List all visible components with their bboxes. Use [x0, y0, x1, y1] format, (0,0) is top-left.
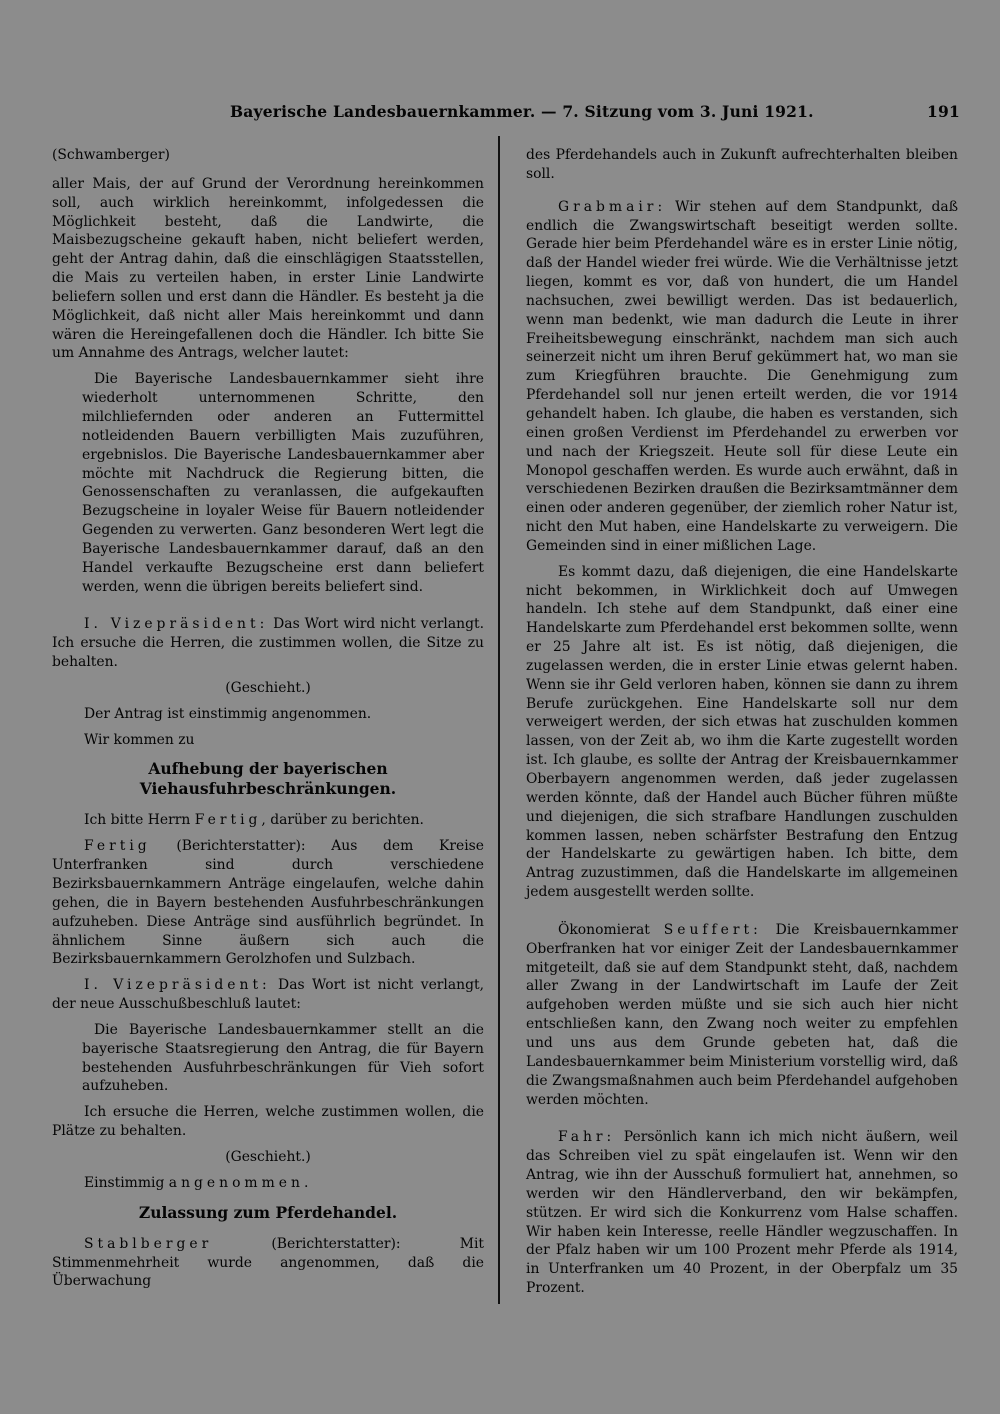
paragraph [52, 811, 484, 830]
paragraph: Wir kommen zu [84, 731, 195, 748]
paragraph: Ich ersuche die Herren, welche zustimmen wollen, die Plätze zu behalten. [52, 1104, 484, 1140]
paragraph [52, 615, 484, 672]
speech-text: Wir stehen auf dem Standpunkt, daß endlich die Zwangswirtschaft beseitigt werden sollte. Gerade hier beim Pferdehandel wäre es in erster Linie nötig, daß der Handel wieder frei würde. Wie die Verhältnisse jetzt liegen, kommt es vor, daß von hundert, die um Handel nachsuchen, zwei bewilligt werden. Das ist bedauerlich, wenn man bedenkt, wie man dadurch die Leute in ihrer Freiheitsbewegung einschränkt, nachdem man sich auch seinerzeit nicht um ihren Beruf gekümmert hat, wo man sie zum Kriegführen brauchte. Die Genehmigung zum Pferdehandel soll nur jenen erteilt werden, die vor 1914 gehandelt haben. Ich glaube, die haben es verstanden, sich einen großen Verdienst im Pferdehandel zu erwerben vor und nach der Kriegszeit. Heute soll für diese Leute ein Monopol geschaffen werden. Es wurde auch erwähnt, daß in verschiedenen Bezirken draußen die Bezirksamtmänner dem einen oder anderen gegenüber, der ziemlich roher Natur ist, nicht den Mut haben, eine Handelskarte zu verweigern. Die Gemeinden sind in einer mißlichen Lage. [526, 198, 958, 554]
motion-quote: Die Bayerische Landesbauernkammer sieht ihre wiederholt unternommenen Schritte, den milchliefernden oder anderen an Futtermittel notleidenden Bauern verbilligten Mais zuzuführen, ergebnislos. Die Bayerische Landesbauernkammer aber möchte mit Nachdruck die Regierung bitten, die Genossenschaften zu veranlassen, die aufgekauften Bezugscheine in loyaler Weise für Bauern notleidender Gegenden zu verwerten. Ganz besonderen Wert legt die Bayerische Landesbauernkammer darauf, daß an den Handel verkaufte Bezugscheine erst dann beliefert werden, wenn die übrigen bereits beliefert sind. [82, 371, 484, 595]
column-divider [498, 136, 500, 1304]
paragraph [526, 198, 958, 556]
paragraph [526, 1128, 958, 1298]
running-header [60, 102, 960, 126]
speech-text: (Berichterstatter): Aus dem Kreise Unterfranken sind durch verschiedene Bezirksbauernkammern Anträge eingelaufen, welche dahin gehen, die in Bayern bestehenden Ausfuhrbeschränkungen aufzuheben. Diese Anträge sind ausführlich begründet. In ähnlichem Sinne äußern sich auch die Bezirksbauernkammern Gerolzhofen und Sulzbach. [52, 838, 484, 968]
right-column [526, 146, 958, 1305]
stage-direction: (Geschieht.) [225, 1148, 311, 1165]
speaker-name: I. Vizepräsident: [84, 977, 271, 994]
speech-text: Das Wort wird nicht verlangt. Ich ersuche die Herren, die zustimmen wollen, die Sitze zu behalten. [52, 616, 484, 671]
speaker-name: Seuffert: [663, 921, 762, 938]
paragraph: aller Mais, der auf Grund der Verordnung hereinkommen soll, auch wirklich hereinkommt, infolgedessen die Möglichkeit besteht, daß die Landwirte, die Maisbezugscheine gekauft haben, nicht beliefert werden, geht der Antrag dahin, daß die einschlägigen Staatsstellen, die Mais zu verteilen haben, in erster Linie Landwirte beliefern sollen und erst dann die Händler. Es besteht ja die Möglichkeit, daß nicht aller Mais hereinkommt und dann wären die Hereingefallenen doch die Händler. Ich bitte Sie um Annahme des Antrags, welcher lautet: [52, 175, 484, 362]
speaker-name: Fahr: [558, 1129, 616, 1146]
paragraph [526, 921, 958, 1109]
stage-direction: (Geschieht.) [225, 679, 311, 696]
paragraph: Der Antrag ist einstimmig angenommen. [84, 705, 372, 722]
spaced-word: angenommen. [168, 1174, 313, 1191]
speaker-name: Fertig [194, 812, 262, 829]
page-number: 191 [927, 102, 960, 121]
paragraph [52, 837, 484, 969]
section-heading: Aufhebung der bayerischen Viehausfuhrbeschränkungen. [139, 759, 397, 799]
speaker-tag: (Schwamberger) [52, 147, 170, 163]
text-fragment: Einstimmig [84, 1174, 169, 1191]
section-heading: Zulassung zum Pferdehandel. [138, 1202, 398, 1222]
speaker-name: Stablberger [84, 1235, 213, 1252]
speech-text: Persönlich kann ich mich nicht äußern, weil das Schreiben viel zu spät eingelaufen ist. Wenn wir den Antrag, wie ihn der Ausschuß formuliert hat, annehmen, so werden wir den Händlerverband, den wir bekämpfen, stützen. Er wird sich die Konkurrenz vom Halse schaffen. Wir haben kein Interesse, reelle Händler wegzuschaffen. In der Pfalz haben wir um 100 Prozent mehr Pferde als 1914, in Unterfranken um 40 Prozent, in der Oberpfalz um 35 Prozent. [526, 1129, 958, 1297]
speaker-title: Ökonomierat [558, 921, 664, 938]
paragraph [52, 976, 484, 1014]
paragraph [52, 1174, 484, 1193]
speech-text: Die Kreisbauernkammer Oberfranken hat vor einiger Zeit der Landesbauernkammer mitgeteilt, daß sie auf dem Standpunkt steht, daß, nachdem aller Zwang in der Landwirtschaft im Laufe der Zeit aufgehoben werden müßte und sie sich auch hier nicht entschließen kann, den Zwang noch weiter zu empfehlen und uns aus dem Grunde gebeten hat, daß die Landesbauernkammer beim Ministerium vorstellig wird, daß die Zwangsmaßnahmen auch beim Pferdehandel aufgehoben werden möchten. [526, 921, 958, 1108]
paragraph: des Pferdehandels auch in Zukunft aufrechterhalten bleiben soll. [526, 147, 958, 182]
motion-quote: Die Bayerische Landesbauernkammer stellt an die bayerische Staatsregierung den Antrag, die für Bayern bestehenden Ausfuhrbeschränkungen für Vieh sofort aufzuheben. [82, 1021, 484, 1095]
speaker-name: Fertig [84, 838, 151, 855]
paragraph: Es kommt dazu, daß diejenigen, die eine Handelskarte nicht bekommen, in Wirklichkeit doch auf Umwegen handeln. Ich stehe auf dem Standpunkt, daß einer eine Handelskarte zum Pferdehandel erst bekommen sollte, wenn er 25 Jahre alt ist. Es ist nötig, daß diejenigen, die zugelassen werden, die in erster Linie etwas gelernt haben. Wenn sie ihr Geld verloren haben, können sie dann zu ihrem Berufe zurückgehen. Eine Handelskarte soll nur dem verweigert werden, der sich etwas hat zuschulden kommen lassen, von der Zeit ab, wo ihm die Karte zugestellt worden ist. Ich glaube, es sollte der Antrag der Kreisbauernkammer Oberbayern angenommen werden, daß jeder zugelassen werden könnte, daß der Handel auch Bücher führen müßte und diejenigen, die sich strafbare Handlungen zuschulden kommen lassen, neben schärfster Bestrafung den Entzug der Handelskarte zu gewärtigen haben. Ich bitte, dem Antrag zuzustimmen, daß die Handelskarte im allgemeinen jedem ausgestellt werden sollte. [526, 563, 958, 901]
speaker-name: Grabmair: [558, 198, 667, 215]
speech-text: (Berichterstatter): Mit Stimmenmehrheit wurde angenommen, daß die Überwachung [52, 1235, 484, 1290]
speaker-name: I. Vizepräsident: [84, 616, 269, 633]
text-fragment: Ich bitte Herrn [84, 812, 195, 829]
speech-text: Das Wort ist nicht verlangt, der neue Ausschußbeschluß lautet: [52, 977, 484, 1013]
header-title: Bayerische Landesbauernkammer. — 7. Sitzung vom 3. Juni 1921. [230, 102, 814, 121]
text-fragment: , darüber zu berichten. [261, 812, 424, 829]
left-column [52, 146, 484, 1298]
paragraph [52, 1235, 484, 1292]
